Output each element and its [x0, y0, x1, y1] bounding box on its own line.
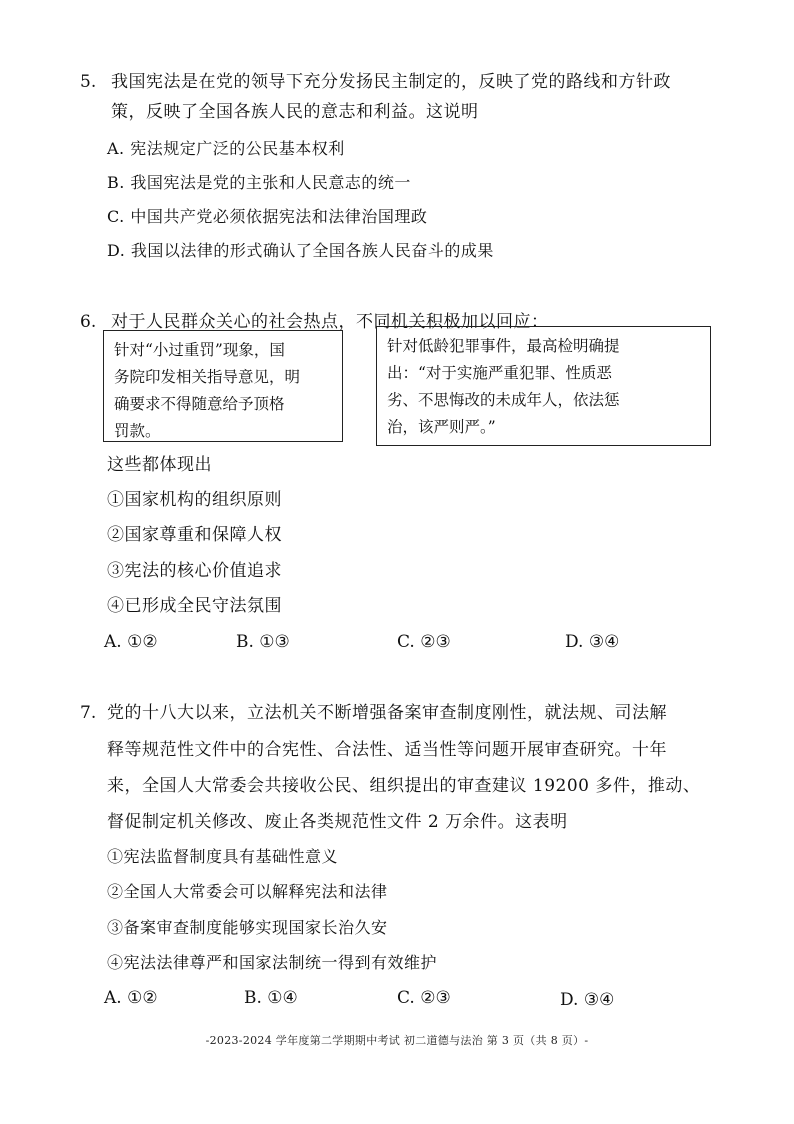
quote-box-right	[376, 326, 711, 446]
question-number: 6.	[80, 312, 97, 332]
statement-1: ①国家机构的组织原则	[107, 490, 282, 510]
choice-d: D. ③④	[560, 990, 615, 1010]
quote-line: 确要求不得随意给予顶格	[114, 395, 285, 413]
question-stem-line: 我国宪法是在党的领导下充分发扬民主制定的，反映了党的路线和方针政	[111, 72, 671, 92]
question-lead: 这些都体现出	[107, 455, 212, 475]
choice-b: B. ①③	[236, 632, 290, 652]
statement-4: ④已形成全民守法氛围	[107, 596, 282, 616]
quote-line: 治，该严则严。”	[387, 418, 496, 436]
question-stem: 对于人民群众关心的社会热点，不同机关积极加以回应：	[111, 312, 549, 332]
choice-a: A. ①②	[104, 632, 158, 652]
statement-3: ③备案审查制度能够实现国家长治久安	[107, 918, 388, 937]
quote-line: 务院印发相关指导意见，明	[114, 368, 301, 386]
page-footer: -2023-2024 学年度第二学期期中考试 初二道德与法治 第 3 页（共 8 页）-	[205, 1034, 589, 1047]
question-number: 7.	[80, 703, 97, 723]
question-stem-line: 党的十八大以来，立法机关不断增强备案审查制度刚性，就法规、司法解	[107, 703, 667, 723]
statement-2: ②全国人大常委会可以解释宪法和法律	[107, 882, 388, 901]
statement-2: ②国家尊重和保障人权	[107, 525, 282, 545]
option-c: C. 中国共产党必须依据宪法和法律治国理政	[107, 207, 428, 226]
statement-1: ①宪法监督制度具有基础性意义	[107, 847, 339, 866]
quote-line: 针对低龄犯罪事件，最高检明确提	[387, 337, 620, 355]
choice-c: C. ②③	[397, 988, 451, 1008]
question-stem-line: 督促制定机关修改、废止各类规范性文件 2 万余件。这表明	[107, 812, 568, 832]
choice-d: D. ③④	[565, 632, 620, 652]
statement-4: ④宪法法律尊严和国家法制统一得到有效维护	[107, 953, 438, 972]
statement-3: ③宪法的核心价值追求	[107, 561, 282, 581]
option-a: A. 宪法规定广泛的公民基本权利	[107, 139, 345, 158]
choice-a: A. ①②	[104, 988, 158, 1008]
choice-c: C. ②③	[397, 632, 451, 652]
quote-box-left	[103, 330, 343, 442]
choice-b: B. ①④	[244, 988, 298, 1008]
quote-line: 劣、不思悔改的未成年人，依法惩	[387, 391, 620, 409]
quote-line: 出：“对于实施严重犯罪、性质恶	[387, 364, 612, 382]
option-d: D. 我国以法律的形式确认了全国各族人民奋斗的成果	[107, 241, 494, 260]
question-stem-line: 释等规范性文件中的合宪性、合法性、适当性等问题开展审查研究。十年	[107, 740, 667, 760]
quote-line: 针对“小过重罚”现象，国	[114, 341, 285, 359]
question-stem-line: 来，全国人大常委会共接收公民、组织提出的审查建议 19200 多件，推动、	[107, 776, 701, 796]
option-b: B. 我国宪法是党的主张和人民意志的统一	[107, 173, 411, 192]
question-number: 5.	[80, 72, 97, 92]
quote-line: 罚款。	[114, 422, 161, 440]
question-stem-line: 策，反映了全国各族人民的意志和利益。这说明	[111, 102, 479, 122]
